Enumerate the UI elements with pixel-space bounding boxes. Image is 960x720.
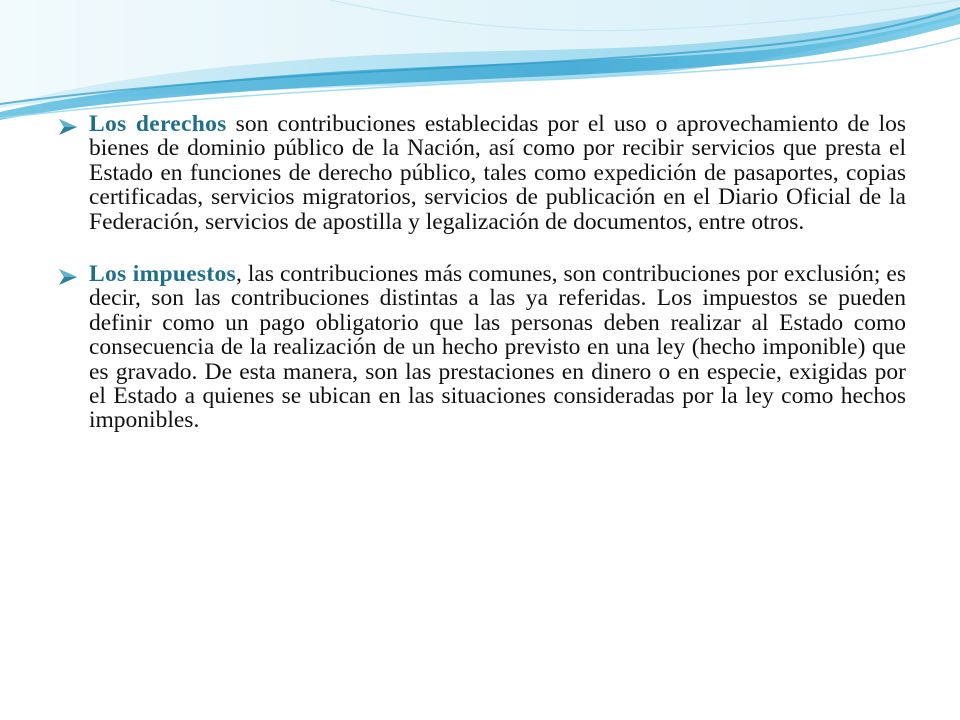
arrowhead-bullet-icon [58, 268, 78, 286]
bullet-impuestos [58, 262, 906, 433]
bullet-text [89, 112, 906, 234]
bullet-body: son contribuciones establecidas por el uso o aprovechamiento de los bienes de dominio público de la Nación, así como por recibir servicios que presta el Estado en funciones de derecho público, tales como expedición de pasaportes, copias certificadas, servicios migratorios, servicios de publicación en el Diario Oficial de la Federación, servicios de apostilla y legalización de documentos, entre otros. [89, 111, 906, 235]
bullet-derechos [58, 112, 906, 234]
bullet-list [58, 112, 906, 433]
arrowhead-bullet-icon [58, 118, 78, 136]
bullet-term: Los impuestos [89, 261, 236, 288]
bullet-term: Los derechos [89, 111, 227, 137]
bullet-body: , las contribuciones más comunes, son contribuciones por exclusión; es decir, son las contribuciones distintas a las ya referidas. Los impuestos se pueden definir como un pago obligatorio que las personas deben realizar al Estado como consecuencia de la realización de un hecho previsto en una ley (hecho imponible) que es gravado. De esta manera, son las prestaciones en dinero o en especie, exigidas por el Estado a quienes se ubican en las situaciones consideradas por la ley como hechos imponibles. [89, 261, 906, 434]
bullet-text [89, 262, 906, 433]
